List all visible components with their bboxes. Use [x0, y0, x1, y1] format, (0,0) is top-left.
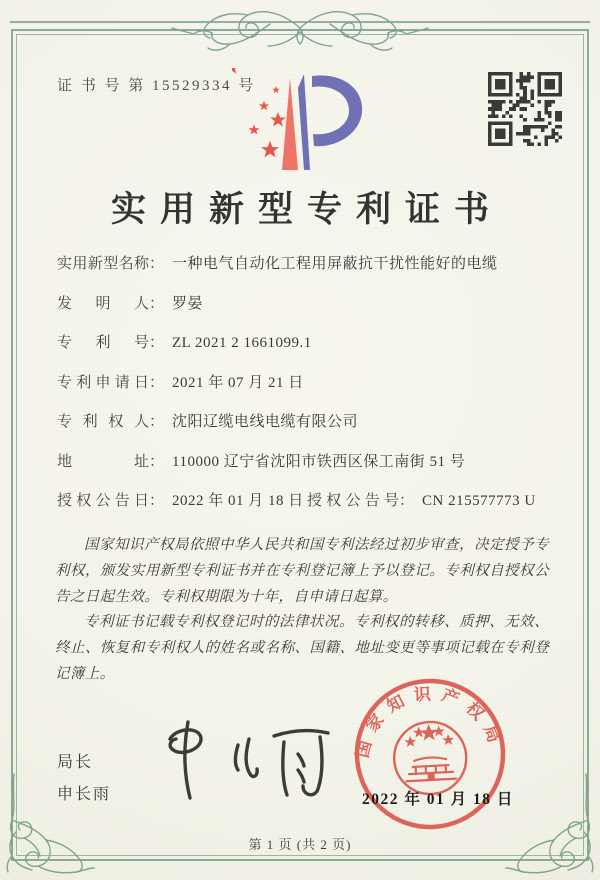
field-value: 2022 年 01 月 18 日 [172, 493, 304, 509]
page-footer: 第 1 页 (共 2 页) [248, 837, 352, 852]
seal-date: 2022 年 01 月 18 日 [362, 791, 514, 808]
field-row-patentee [57, 412, 549, 433]
field-value: 罗晏 [172, 295, 204, 312]
field-row-filing-date [57, 373, 549, 394]
field-label: 地址 [57, 453, 149, 470]
legal-paragraph: 专利证书记载专利权登记时的法律状况。专利权的转移、质押、无效、终止、恢复和专利权人的姓名或名称、国籍、地址变更等事项记载在专利登记簿上。 [55, 614, 549, 682]
svg-text:国家知识产权局 [349, 681, 507, 761]
legal-paragraph: 国家知识产权局依照中华人民共和国专利法经过初步审查，决定授予专利权，颁发实用新型专利证书并在专利登记簿上予以登记。专利权自授权公告之日起生效。专利权期限为十年，自申请日起算。 [55, 537, 549, 605]
field-label: 授权公告日 [57, 493, 149, 509]
grant-date-pair [57, 491, 307, 512]
field-row-grant [57, 491, 549, 512]
legal-text [55, 533, 549, 688]
page-title: 实用新型专利证书 [110, 190, 503, 229]
field-row-inventor [57, 294, 549, 315]
field-label: 发明人 [57, 295, 149, 312]
field-list [57, 254, 549, 531]
field-value: 沈阳辽缆电线电缆有限公司 [172, 414, 359, 430]
field-colon: ： [149, 493, 165, 509]
field-value: CN 215577773 U [422, 493, 536, 509]
field-row-address [57, 452, 549, 473]
field-row-name [57, 254, 549, 275]
cnipa-logo-icon [232, 68, 368, 182]
field-colon: ： [149, 335, 165, 351]
signature-autograph-icon [150, 712, 345, 810]
bottom-right-flourish-icon [503, 772, 598, 876]
field-colon: ： [149, 414, 165, 430]
national-emblem-icon [392, 720, 468, 796]
field-colon: ： [149, 295, 165, 312]
field-label: 授权公告号 [307, 493, 399, 509]
field-colon: ： [149, 453, 165, 470]
signer-title: 局长 [57, 754, 94, 771]
field-value: ZL 2021 2 1661099.1 [172, 335, 312, 351]
field-value: 一种电气自动化工程用屏蔽抗干扰性能好的电缆 [172, 256, 498, 272]
certificate-number: 证 书 号 第 15529334 号 [57, 78, 256, 94]
qr-code [488, 72, 562, 146]
field-value: 110000 辽宁省沈阳市铁西区保工南街 51 号 [172, 453, 466, 470]
field-colon: ： [149, 374, 165, 391]
field-colon: ： [399, 493, 415, 509]
official-seal [348, 672, 512, 836]
signer-name: 申长雨 [57, 786, 112, 803]
field-label: 专利申请日 [57, 374, 149, 391]
top-flourish-icon [170, 2, 430, 54]
field-label: 专利权人 [57, 414, 149, 430]
field-label: 专利号 [57, 335, 149, 351]
seal-text: 国家知识产权局 [352, 684, 508, 760]
field-row-patent-no [57, 333, 549, 354]
grant-no-pair [307, 491, 536, 512]
field-colon: ： [149, 256, 165, 272]
field-value: 2021 年 07 月 21 日 [172, 374, 304, 391]
field-label: 实用新型名称 [57, 256, 149, 272]
